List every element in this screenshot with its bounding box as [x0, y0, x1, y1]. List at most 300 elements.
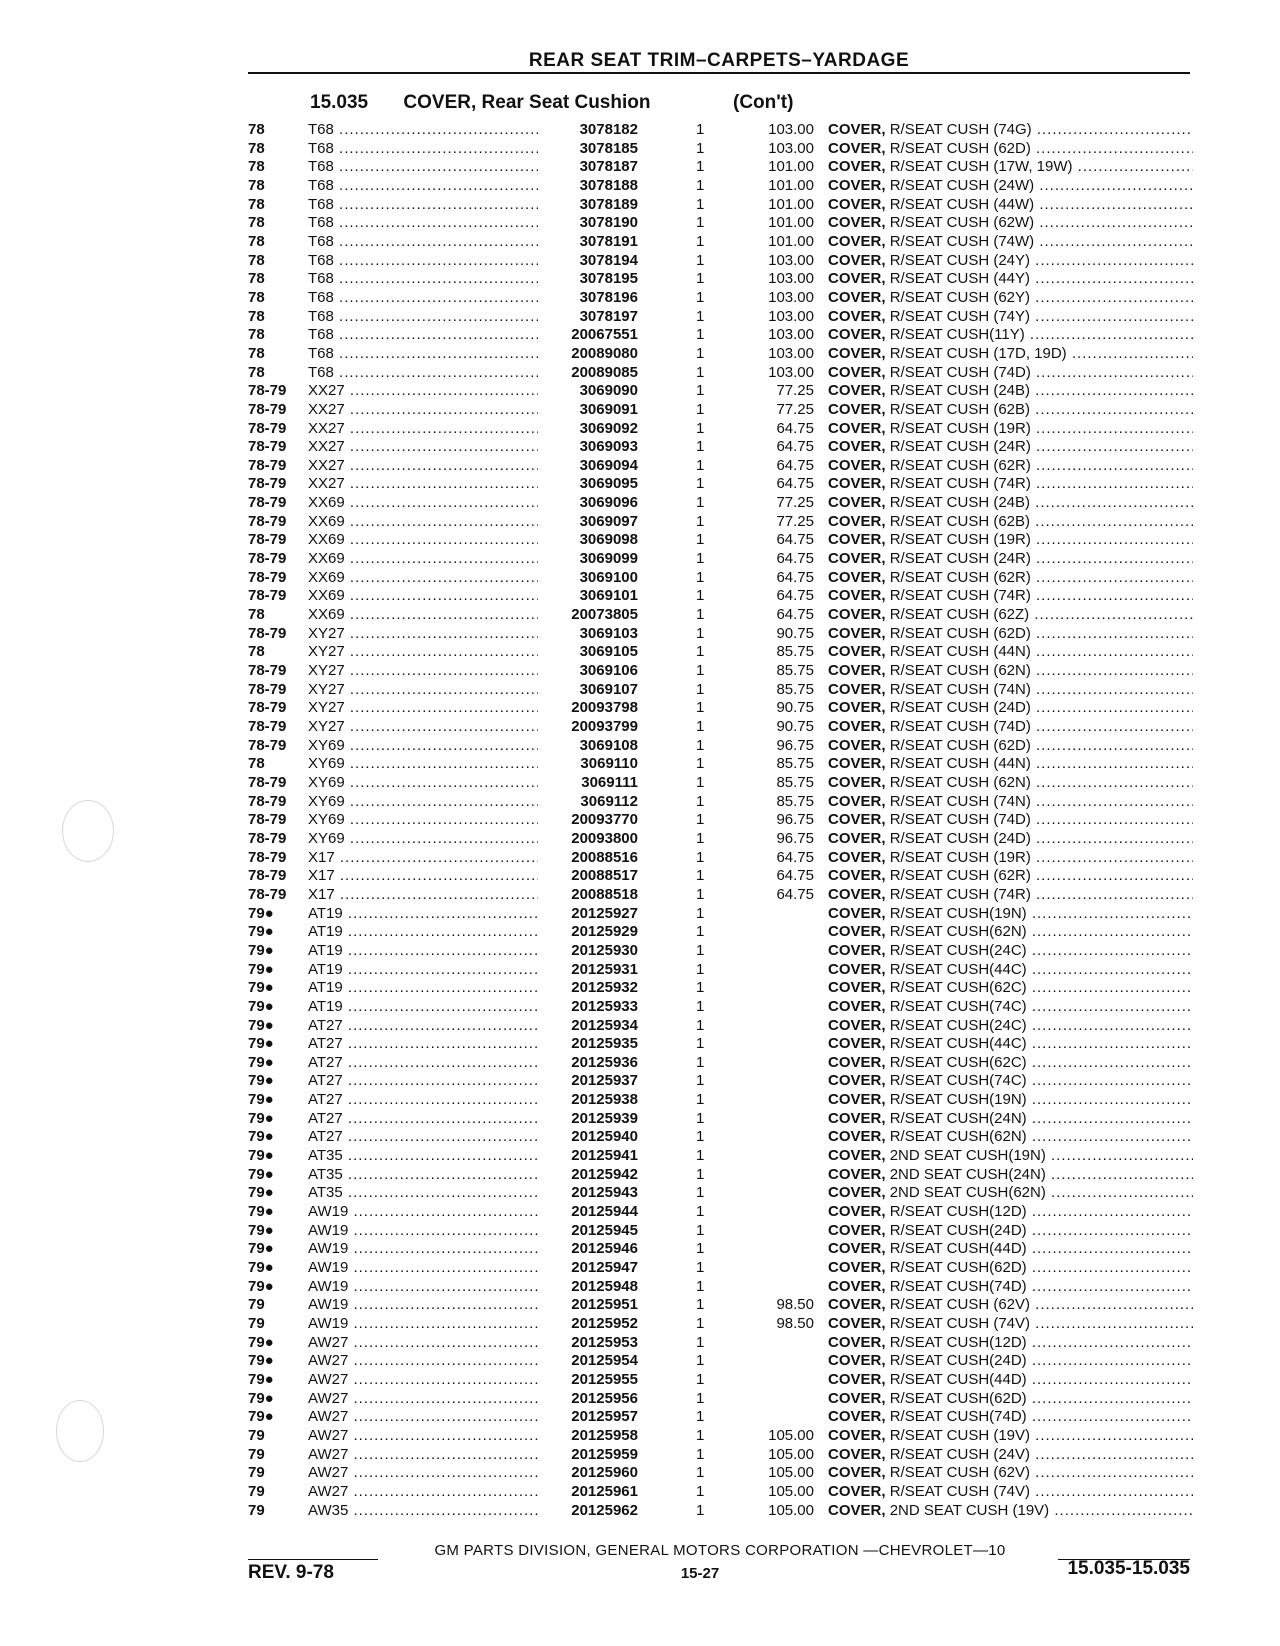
description-keyword: COVER,	[828, 1352, 886, 1370]
quantity: 1	[696, 475, 705, 493]
quantity: 1	[696, 848, 705, 866]
model-year: 79●	[248, 1408, 274, 1426]
model-code: XY27 .....	[308, 625, 543, 644]
description	[828, 364, 1193, 383]
list-item	[248, 811, 1193, 830]
quantity: 1	[696, 307, 705, 325]
list-item	[248, 643, 1193, 662]
quantity: 1	[696, 923, 705, 941]
quantity: 1	[696, 829, 705, 847]
part-number: 20125957	[538, 1408, 638, 1427]
description-keyword: COVER,	[828, 456, 886, 474]
list-item	[248, 121, 1193, 140]
part-number: 20125953	[538, 1334, 638, 1353]
model-code: XY69 .....	[308, 774, 543, 793]
description-keyword: COVER,	[828, 1072, 886, 1090]
model-code: AT19 .....	[308, 979, 543, 998]
description	[828, 531, 1193, 550]
model-code: AT27 .....	[308, 1128, 543, 1147]
part-number: 3069091	[538, 401, 638, 420]
description-text: R/SEAT CUSH (62V)	[889, 1296, 1030, 1314]
model-code: XX27 .....	[308, 401, 543, 420]
list-item	[248, 1446, 1193, 1465]
part-number: 20125948	[538, 1278, 638, 1297]
quantity: 1	[696, 232, 705, 250]
quantity: 1	[696, 1426, 705, 1444]
description-keyword: COVER,	[828, 773, 886, 791]
part-number: 20093800	[538, 830, 638, 849]
model-code: XX27 .....	[308, 420, 543, 439]
quantity: 1	[696, 288, 705, 306]
description-text: R/SEAT CUSH (44W)	[889, 195, 1035, 213]
description-keyword: COVER,	[828, 941, 886, 959]
model-year: 79●	[248, 1053, 274, 1071]
part-number: 20125943	[538, 1184, 638, 1203]
quantity: 1	[696, 885, 705, 903]
part-number: 20125962	[538, 1502, 638, 1521]
quantity: 1	[696, 1296, 705, 1314]
model-year: 78	[248, 643, 265, 661]
part-number: 3078195	[538, 270, 638, 289]
list-item	[248, 1017, 1193, 1036]
description-text: 2ND SEAT CUSH (19V)	[889, 1501, 1050, 1519]
part-number: 20125952	[538, 1315, 638, 1334]
model-year: 78-79	[248, 438, 287, 456]
description-keyword: COVER,	[828, 382, 886, 400]
description	[828, 1483, 1193, 1502]
scan-artifact	[62, 800, 114, 862]
model-year: 78-79	[248, 699, 287, 717]
model-year: 79●	[248, 997, 274, 1015]
description-keyword: COVER,	[828, 1482, 886, 1500]
description-keyword: COVER,	[828, 811, 886, 829]
list-item	[248, 1259, 1193, 1278]
description	[828, 1427, 1193, 1446]
part-number: 20125942	[538, 1166, 638, 1185]
description-text: R/SEAT CUSH(74C)	[889, 1072, 1027, 1090]
model-code: AT19 .....	[308, 998, 543, 1017]
description-text: R/SEAT CUSH(74D)	[889, 1408, 1027, 1426]
description-keyword: COVER,	[828, 1035, 886, 1053]
part-number: 3069103	[538, 625, 638, 644]
description-text: R/SEAT CUSH (62R)	[889, 867, 1031, 885]
price: 90.75	[776, 699, 814, 717]
list-item	[248, 550, 1193, 569]
price: 101.00	[768, 232, 814, 250]
model-code: XY69 .....	[308, 811, 543, 830]
description	[828, 662, 1193, 681]
description-text: R/SEAT CUSH (62B)	[889, 512, 1030, 530]
model-year: 79●	[248, 1109, 274, 1127]
price: 64.75	[776, 456, 814, 474]
model-code: AT35 .....	[308, 1184, 543, 1203]
part-number: 3078196	[538, 289, 638, 308]
description-keyword: COVER,	[828, 512, 886, 530]
price: 105.00	[768, 1501, 814, 1519]
model-year: 79●	[248, 1147, 274, 1165]
description-text: R/SEAT CUSH (24B)	[889, 382, 1030, 400]
description	[828, 961, 1193, 980]
model-year: 78-79	[248, 680, 287, 698]
price: 85.75	[776, 755, 814, 773]
list-item	[248, 774, 1193, 793]
list-item	[248, 1184, 1193, 1203]
quantity: 1	[696, 176, 705, 194]
part-number: 20125933	[538, 998, 638, 1017]
list-item	[248, 289, 1193, 308]
price: 85.75	[776, 680, 814, 698]
description-text: R/SEAT CUSH (74N)	[889, 680, 1031, 698]
price: 96.75	[776, 811, 814, 829]
description	[828, 1054, 1193, 1073]
list-item	[248, 438, 1193, 457]
list-item	[248, 1147, 1193, 1166]
price: 105.00	[768, 1482, 814, 1500]
quantity: 1	[696, 456, 705, 474]
price: 103.00	[768, 326, 814, 344]
model-year: 78-79	[248, 736, 287, 754]
part-number: 20073805	[538, 606, 638, 625]
model-year: 79●	[248, 1035, 274, 1053]
list-item	[248, 681, 1193, 700]
quantity: 1	[696, 419, 705, 437]
part-number: 3078189	[538, 196, 638, 215]
description-keyword: COVER,	[828, 624, 886, 642]
model-year: 78	[248, 139, 265, 157]
list-item	[248, 755, 1193, 774]
list-item	[248, 1483, 1193, 1502]
description-text: R/SEAT CUSH (24D)	[889, 829, 1031, 847]
description-keyword: COVER,	[828, 307, 886, 325]
price: 64.75	[776, 568, 814, 586]
description-text: R/SEAT CUSH (19R)	[889, 531, 1031, 549]
quantity: 1	[696, 1109, 705, 1127]
quantity: 1	[696, 941, 705, 959]
description-keyword: COVER,	[828, 904, 886, 922]
description	[828, 1464, 1193, 1483]
model-year: 78-79	[248, 494, 287, 512]
description-text: R/SEAT CUSH (44Y)	[889, 270, 1030, 288]
model-code: AT27 .....	[308, 1072, 543, 1091]
model-code: T68 .....	[308, 140, 543, 159]
description-keyword: COVER,	[828, 139, 886, 157]
part-number: 3069092	[538, 420, 638, 439]
part-number: 20125935	[538, 1035, 638, 1054]
quantity: 1	[696, 1035, 705, 1053]
price: 98.50	[776, 1315, 814, 1332]
description	[828, 1240, 1193, 1259]
price: 101.00	[768, 158, 814, 176]
description-keyword: COVER,	[828, 979, 886, 997]
list-item	[248, 718, 1193, 737]
quantity: 1	[696, 1091, 705, 1109]
description-text: R/SEAT CUSH (74D)	[889, 811, 1031, 829]
description-keyword: COVER,	[828, 662, 886, 680]
part-number: 20125956	[538, 1390, 638, 1409]
part-number: 3078182	[538, 121, 638, 140]
part-number: 3069090	[538, 382, 638, 401]
quantity: 1	[696, 643, 705, 661]
description-keyword: COVER,	[828, 680, 886, 698]
model-year: 78-79	[248, 624, 287, 642]
description-text: R/SEAT CUSH (62D)	[889, 736, 1031, 754]
quantity: 1	[696, 867, 705, 885]
description	[828, 1017, 1193, 1036]
part-number: 3069110	[538, 755, 638, 774]
description	[828, 1203, 1193, 1222]
description-text: R/SEAT CUSH (44N)	[889, 755, 1031, 773]
description-text: R/SEAT CUSH (62Z)	[889, 606, 1030, 624]
list-item	[248, 867, 1193, 886]
quantity: 1	[696, 680, 705, 698]
quantity: 1	[696, 1016, 705, 1034]
part-number: 3069106	[538, 662, 638, 681]
list-item	[248, 606, 1193, 625]
description-text: R/SEAT CUSH (24B)	[889, 494, 1030, 512]
model-code: AT27 .....	[308, 1091, 543, 1110]
model-year: 78-79	[248, 848, 287, 866]
list-item	[248, 214, 1193, 233]
part-number: 3069094	[538, 457, 638, 476]
quantity: 1	[696, 1147, 705, 1165]
description-text: R/SEAT CUSH (17W, 19W)	[889, 158, 1073, 176]
description-keyword: COVER,	[828, 960, 886, 978]
model-code: XX27 .....	[308, 475, 543, 494]
description-text: R/SEAT CUSH (62Y)	[889, 288, 1030, 306]
part-number: 3078185	[538, 140, 638, 159]
model-year: 78-79	[248, 400, 287, 418]
description-keyword: COVER,	[828, 1445, 886, 1463]
part-number: 3078197	[538, 308, 638, 327]
part-number: 3078191	[538, 233, 638, 252]
model-year: 79	[248, 1315, 265, 1332]
model-year: 78-79	[248, 550, 287, 568]
list-item	[248, 793, 1193, 812]
description-text: R/SEAT CUSH(11Y)	[889, 326, 1025, 344]
model-year: 78-79	[248, 382, 287, 400]
model-code: AW19 .....	[308, 1203, 543, 1222]
model-year: 79	[248, 1426, 265, 1444]
model-year: 79●	[248, 941, 274, 959]
description-text: R/SEAT CUSH (19V)	[889, 1426, 1030, 1444]
part-number: 20093799	[538, 718, 638, 737]
list-item	[248, 905, 1193, 924]
model-year: 79	[248, 1445, 265, 1463]
model-code: AT19 .....	[308, 923, 543, 942]
list-item	[248, 1072, 1193, 1091]
description-keyword: COVER,	[828, 494, 886, 512]
list-item	[248, 326, 1193, 345]
quantity: 1	[696, 1221, 705, 1239]
description-text: R/SEAT CUSH (24W)	[889, 176, 1035, 194]
list-item	[248, 270, 1193, 289]
quantity: 1	[696, 363, 705, 381]
part-number: 20088516	[538, 849, 638, 868]
description	[828, 196, 1193, 215]
description-text: R/SEAT CUSH (24V)	[889, 1445, 1030, 1463]
description-keyword: COVER,	[828, 344, 886, 362]
model-year: 78	[248, 195, 265, 213]
description	[828, 979, 1193, 998]
footer-rule	[248, 1559, 378, 1560]
description	[828, 1502, 1193, 1521]
description-text: R/SEAT CUSH (62N)	[889, 662, 1031, 680]
model-year: 79	[248, 1482, 265, 1500]
model-code: T68 .....	[308, 364, 543, 383]
description	[828, 140, 1193, 159]
description	[828, 774, 1193, 793]
part-number: 20125959	[538, 1446, 638, 1465]
description-keyword: COVER,	[828, 475, 886, 493]
part-number: 20125941	[538, 1147, 638, 1166]
list-item	[248, 998, 1193, 1017]
model-code: T68 .....	[308, 270, 543, 289]
description	[828, 625, 1193, 644]
list-item	[248, 1222, 1193, 1241]
description-text: R/SEAT CUSH(62N)	[889, 923, 1027, 941]
quantity: 1	[696, 662, 705, 680]
model-year: 79●	[248, 923, 274, 941]
description	[828, 1390, 1193, 1409]
price: 105.00	[768, 1445, 814, 1463]
list-item	[248, 1278, 1193, 1297]
description-text: R/SEAT CUSH (74G)	[889, 121, 1032, 138]
model-code: AT27 .....	[308, 1110, 543, 1129]
model-code: XX27 .....	[308, 457, 543, 476]
part-number: 3069099	[538, 550, 638, 569]
description	[828, 438, 1193, 457]
quantity: 1	[696, 195, 705, 213]
description	[828, 1334, 1193, 1353]
description-text: R/SEAT CUSH(74C)	[889, 997, 1027, 1015]
price: 64.75	[776, 475, 814, 493]
price: 103.00	[768, 270, 814, 288]
description	[828, 923, 1193, 942]
model-year: 79●	[248, 1333, 274, 1351]
description-keyword: COVER,	[828, 718, 886, 735]
part-number: 20125936	[538, 1054, 638, 1073]
model-code: XY69 .....	[308, 830, 543, 849]
description	[828, 718, 1193, 737]
list-item	[248, 1464, 1193, 1483]
description-keyword: COVER,	[828, 606, 886, 624]
model-year: 79●	[248, 1240, 274, 1258]
part-number: 20089080	[538, 345, 638, 364]
model-year: 78-79	[248, 773, 287, 791]
quantity: 1	[696, 606, 705, 624]
page-title: REAR SEAT TRIM–CARPETS–YARDAGE	[528, 50, 910, 71]
model-year: 78	[248, 344, 265, 362]
description	[828, 1184, 1193, 1203]
model-year: 78	[248, 288, 265, 306]
description-text: R/SEAT CUSH (24Y)	[889, 251, 1030, 269]
price: 98.50	[776, 1296, 814, 1314]
list-item	[248, 233, 1193, 252]
list-item	[248, 625, 1193, 644]
quantity: 1	[696, 1072, 705, 1090]
model-year: 79●	[248, 1072, 274, 1090]
model-code: AW27 .....	[308, 1408, 543, 1427]
list-item	[248, 1203, 1193, 1222]
list-item	[248, 662, 1193, 681]
model-code: AT27 .....	[308, 1035, 543, 1054]
model-code: XY27 .....	[308, 699, 543, 718]
part-number: 20125934	[538, 1017, 638, 1036]
model-code: XY27 .....	[308, 681, 543, 700]
description	[828, 1259, 1193, 1278]
description-text: R/SEAT CUSH (74V)	[889, 1315, 1030, 1332]
model-code: T68 .....	[308, 214, 543, 233]
description-keyword: COVER,	[828, 232, 886, 250]
section-range: 15.035-15.035	[1067, 1558, 1190, 1579]
description	[828, 830, 1193, 849]
model-year: 79●	[248, 1128, 274, 1146]
list-item	[248, 1128, 1193, 1147]
description	[828, 606, 1193, 625]
description-keyword: COVER,	[828, 251, 886, 269]
list-item	[248, 1166, 1193, 1185]
list-item	[248, 345, 1193, 364]
description-text: R/SEAT CUSH (17D, 19D)	[889, 344, 1067, 362]
description-keyword: COVER,	[828, 829, 886, 847]
quantity: 1	[696, 326, 705, 344]
part-number: 20125931	[538, 961, 638, 980]
list-item	[248, 830, 1193, 849]
model-code: XX27 .....	[308, 438, 543, 457]
description	[828, 270, 1193, 289]
revision-label: REV. 9-78	[248, 1562, 334, 1583]
part-number: 20088517	[538, 867, 638, 886]
model-code: XX69 .....	[308, 569, 543, 588]
quantity: 1	[696, 1277, 705, 1295]
description-keyword: COVER,	[828, 1109, 886, 1127]
model-code: AW27 .....	[308, 1464, 543, 1483]
model-code: AT35 .....	[308, 1166, 543, 1185]
description	[828, 401, 1193, 420]
quantity: 1	[696, 1315, 705, 1332]
model-year: 78-79	[248, 867, 287, 885]
quantity: 1	[696, 1128, 705, 1146]
model-year: 78	[248, 214, 265, 232]
price: 85.75	[776, 662, 814, 680]
quantity: 1	[696, 1165, 705, 1183]
description	[828, 1128, 1193, 1147]
model-year: 79●	[248, 1203, 274, 1221]
list-item	[248, 1054, 1193, 1073]
description-text: R/SEAT CUSH (62D)	[889, 139, 1031, 157]
description-keyword: COVER,	[828, 792, 886, 810]
price: 101.00	[768, 214, 814, 232]
list-item	[248, 1035, 1193, 1054]
quantity: 1	[696, 979, 705, 997]
description-text: R/SEAT CUSH (74D)	[889, 363, 1031, 381]
description	[828, 1371, 1193, 1390]
description	[828, 699, 1193, 718]
description-keyword: COVER,	[828, 1184, 886, 1202]
description-text: R/SEAT CUSH (19R)	[889, 419, 1031, 437]
part-number: 20125951	[538, 1296, 638, 1315]
model-year: 79●	[248, 979, 274, 997]
model-year: 78	[248, 158, 265, 176]
description	[828, 345, 1193, 364]
quantity: 1	[696, 512, 705, 530]
price: 103.00	[768, 121, 814, 138]
part-number: 3069108	[538, 737, 638, 756]
quantity: 1	[696, 214, 705, 232]
model-year: 79●	[248, 1165, 274, 1183]
description-text: R/SEAT CUSH (74W)	[889, 232, 1035, 250]
model-year: 78-79	[248, 419, 287, 437]
